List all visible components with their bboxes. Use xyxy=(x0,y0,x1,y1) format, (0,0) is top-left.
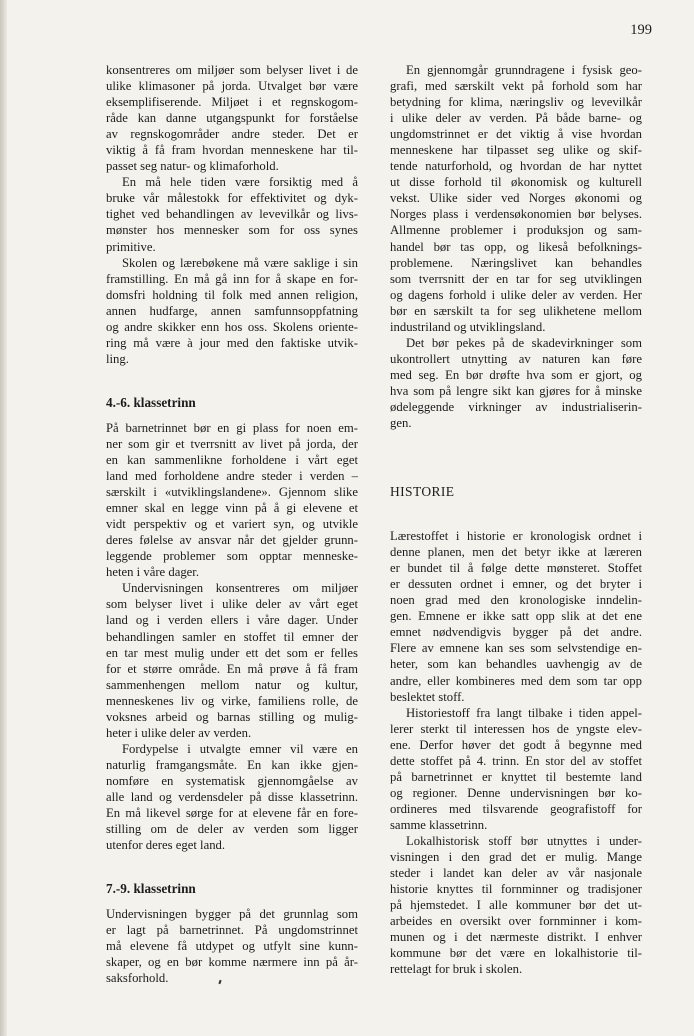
text-line: en kan sammenlikne forholdene i vårt eget xyxy=(106,452,358,467)
text-line: deres følelse av ansvar når det gjelder grunn- xyxy=(106,533,358,548)
text-line: som tverrsnitt der en tar for seg utviklingen xyxy=(390,271,642,286)
text-line: naturlig framgangsmåte. En kan ikke gjen- xyxy=(106,757,358,772)
text-line: land og i verden ellers i våre dager. Under xyxy=(106,613,358,628)
text-line: Lærestoffet i historie er kronologisk ordnet i xyxy=(390,529,642,544)
text-line: mønster hos mennesker som for oss synes xyxy=(106,223,358,238)
text-line: ødeleggende virkninger av industrialiserin- xyxy=(390,399,642,414)
text-line: konsentreres om miljøer som belyser livet i de xyxy=(106,63,358,77)
text-line: ner som gir et tverrsnitt av livet på jorda, der xyxy=(106,436,358,451)
text-line: ukontrollert utnytting av naturen kan føre xyxy=(390,351,642,366)
text-line: rettelagt for bruk i skolen. xyxy=(390,962,523,977)
text-line: emner skal en legge vinn på å gi elevene et xyxy=(106,501,358,516)
right-column xyxy=(390,62,642,977)
paragraph xyxy=(106,174,358,254)
text-line: sammenhengen mellom natur og kultur, xyxy=(106,677,358,692)
text-line: heter, som kan behandles uavhengig av de xyxy=(390,657,642,672)
text-line: er bundet til å følge dette mønsteret. Stoffet xyxy=(390,561,642,576)
text-line: må elevene få utdypet og utfylt sine kunn- xyxy=(106,939,358,954)
section-heading: 7.-9. klassetrinn xyxy=(106,881,196,897)
text-line: med seg. En bør drøfte hva som er gjort, og xyxy=(390,367,642,382)
paragraph xyxy=(390,705,642,833)
paragraph xyxy=(390,833,642,977)
text-line: grafi, med særskilt vekt på forhold som har xyxy=(390,79,642,94)
text-line: domsfri holdning til folk med annen religion, xyxy=(106,287,358,302)
text-line: og regioner. Denne undervisningen bør ko- xyxy=(390,785,642,800)
text-line: primitive. xyxy=(106,239,156,254)
text-line: emnet nødvendigvis bygger på det andre. xyxy=(390,625,642,640)
text-line: arbeides en oversikt over fornminner i kom- xyxy=(390,914,642,929)
text-line: er lagt på barnetrinnet. På ungdomstrinnet xyxy=(106,923,358,938)
text-line: En gjennomgår grunndragene i fysisk geo- xyxy=(406,63,642,77)
text-line: Undervisningen bygger på det grunnlag som xyxy=(106,907,358,922)
text-line: heter i ulike deler av verden. xyxy=(106,725,252,740)
text-line: steder i landet kan deler av vår nasjonale xyxy=(390,866,642,881)
section-heading: HISTORIE xyxy=(390,484,455,500)
text-line: tende naturforhold, og hvordan de har nyttet xyxy=(390,159,642,174)
text-line: denne planen, men det betyr ikke at læreren xyxy=(390,545,642,560)
text-line: ordineres med tilsvarende geografistoff for xyxy=(390,801,642,816)
text-line: dette stoffet på 4. trinn. En stor del av stoffet xyxy=(390,753,642,768)
text-line: Allmenne problemer i produksjon og sam- xyxy=(390,223,642,238)
text-line: gen. Emnene er ikke satt opp slik at det ene xyxy=(390,609,642,624)
text-line: Historiestoff fra langt tilbake i tiden appel- xyxy=(406,705,642,720)
text-line: problemene. Næringslivet kan behandles xyxy=(390,255,642,270)
text-line: Fordypelse i utvalgte emner vil være en xyxy=(122,741,358,756)
text-line: på barnetrinnet er knyttet til bestemte land xyxy=(390,769,642,784)
text-line: munen og i det nærmeste distrikt. I enhver xyxy=(390,930,642,945)
text-line: passet seg natur- og klimaforhold. xyxy=(106,159,279,174)
text-line: heten i våre dager. xyxy=(106,565,199,580)
text-line: saksforhold. xyxy=(106,971,169,986)
text-line: noen grad med den kronologiske inndelin- xyxy=(390,593,642,608)
page-scan-edge xyxy=(0,0,7,1036)
text-line: tighet ved behandlingen av levevilkår og livs- xyxy=(106,207,358,222)
text-line: ulike klimasoner på jorda. Utvalget bør være xyxy=(106,79,358,94)
text-line: lerer sterkt til interessen hos de yngste elev- xyxy=(390,721,642,736)
text-line: vidt perspektiv og et variert syn, og utvikle xyxy=(106,517,358,532)
paragraph xyxy=(390,528,642,705)
paragraph xyxy=(390,335,642,431)
text-line: stilling om de deler av verden som ligger xyxy=(106,822,358,837)
text-line: Flere av emnene kan ses som selvstendige en- xyxy=(390,641,642,656)
paragraph xyxy=(106,420,358,580)
text-line: bruke vår målestokk for effektivitet og dyk- xyxy=(106,191,358,206)
text-line: andre, eller kombineres med dem som tar opp xyxy=(390,673,642,688)
text-line: ling. xyxy=(106,351,129,366)
text-line: kommune bør det være en lokalhistorie til- xyxy=(390,946,642,961)
paragraph xyxy=(106,62,358,174)
text-line: Norges plass i verdensøkonomien bør belyses. xyxy=(390,207,642,222)
text-line: av regnskogområder andre steder. Det er xyxy=(106,127,358,142)
text-line: menneskene har tilpasset seg ulike og skif- xyxy=(390,143,642,158)
text-line: ring må være à jour med den faktiske utvik- xyxy=(106,335,358,350)
text-line: voksnes arbeid og barnas stilling og mulig- xyxy=(106,709,358,724)
text-line: På barnetrinnet bør en gi plass for noen em- xyxy=(106,420,358,435)
text-line: vekst. Ulike sider ved Norges økonomi og xyxy=(390,191,642,206)
text-line: framstilling. En må gå inn for å skape en for- xyxy=(106,271,358,286)
text-line: annen hudfarge, annen samfunnsoppfatning xyxy=(106,303,358,318)
text-line: bør en særskilt ta for seg ulikhetene mellom xyxy=(390,303,642,318)
text-line: på hjemstedet. I alle kommuner bør det ut- xyxy=(390,898,642,913)
text-line: Lokalhistorisk stoff bør utnyttes i under- xyxy=(406,833,642,848)
text-line: særskilt i «utviklingslandene». Gjennom slike xyxy=(106,485,358,500)
paragraph xyxy=(106,580,358,740)
text-line: historie knyttes til fornminner og tradisjoner xyxy=(390,882,642,897)
text-line: eksemplifiserende. Miljøet i et regnskogom- xyxy=(106,95,358,110)
paragraph xyxy=(390,62,642,335)
text-line: menneskenes liv og virke, familiens rolle, de xyxy=(106,693,358,708)
text-line: utenfor deres eget land. xyxy=(106,838,226,853)
section-heading: 4.-6. klassetrinn xyxy=(106,394,196,410)
text-line: er dessuten ordnet i emner, og det bryter i xyxy=(390,577,642,592)
text-line: og dagens forhold i ulike deler av verden. Her xyxy=(390,287,642,302)
text-line: Skolen og lærebøkene må være saklige i sin xyxy=(122,255,358,270)
text-line: En må likevel sørge for at elevene får en fore- xyxy=(106,806,358,821)
left-column xyxy=(106,62,358,986)
text-line: beslektet stoff. xyxy=(390,689,465,704)
text-line: handel bør tas opp, og likeså befolknings- xyxy=(390,239,642,254)
text-line: betydning for klima, næringsliv og levevilkår xyxy=(390,95,642,110)
text-line: Det bør pekes på de skadevirkninger som xyxy=(406,335,642,350)
paragraph xyxy=(106,906,358,986)
text-line: råde kan danne utgangspunkt for forståelse xyxy=(106,111,358,126)
text-line: og andre skikker enn hos oss. Skolens oriente- xyxy=(106,319,358,334)
text-line: ut disse forhold til økonomisk og kulturell xyxy=(390,175,642,190)
text-line: ungdomstrinnet er det viktig å vise hvordan xyxy=(390,127,642,142)
text-line: gen. xyxy=(390,416,412,431)
text-line: en tar mest mulig under ett det som er felles xyxy=(106,645,358,660)
text-line: som belyser livet i ulike deler av vårt eget xyxy=(106,597,358,612)
text-line: alle land og verdensdeler på disse klassetrinn. xyxy=(106,789,358,804)
text-line: nomføre en systematisk gjennomgåelse av xyxy=(106,773,358,788)
text-line: industriland og utviklingsland. xyxy=(390,319,546,334)
text-line: samme klassetrinn. xyxy=(390,817,488,832)
text-line: Undervisningen konsentreres om miljøer xyxy=(122,581,358,596)
text-line: land med forholdene andre steder i verden – xyxy=(106,469,358,484)
text-line: ene. Derfor høver det godt å begynne med xyxy=(390,737,642,752)
text-line: En må hele tiden være forsiktig med å xyxy=(122,175,358,190)
text-line: skaper, og en bør komme nærmere inn på år- xyxy=(106,955,358,970)
text-line: behandlingen samler en stoffet til emner der xyxy=(106,629,358,644)
text-line: for et større område. En må prøve å få fram xyxy=(106,661,358,676)
text-line: i ulike deler av verden. På både barne- og xyxy=(390,111,642,126)
text-line: visningen i den grad det er mulig. Mange xyxy=(390,850,642,865)
text-line: leggende problemer som opptar menneske- xyxy=(106,549,358,564)
paragraph xyxy=(106,741,358,853)
text-line: hva som på lengre sikt kan gjøres for å minske xyxy=(390,383,642,398)
page-number: 199 xyxy=(630,22,652,38)
paragraph xyxy=(106,255,358,367)
text-line: viktig å få fram hvordan menneskene har til- xyxy=(106,143,358,158)
